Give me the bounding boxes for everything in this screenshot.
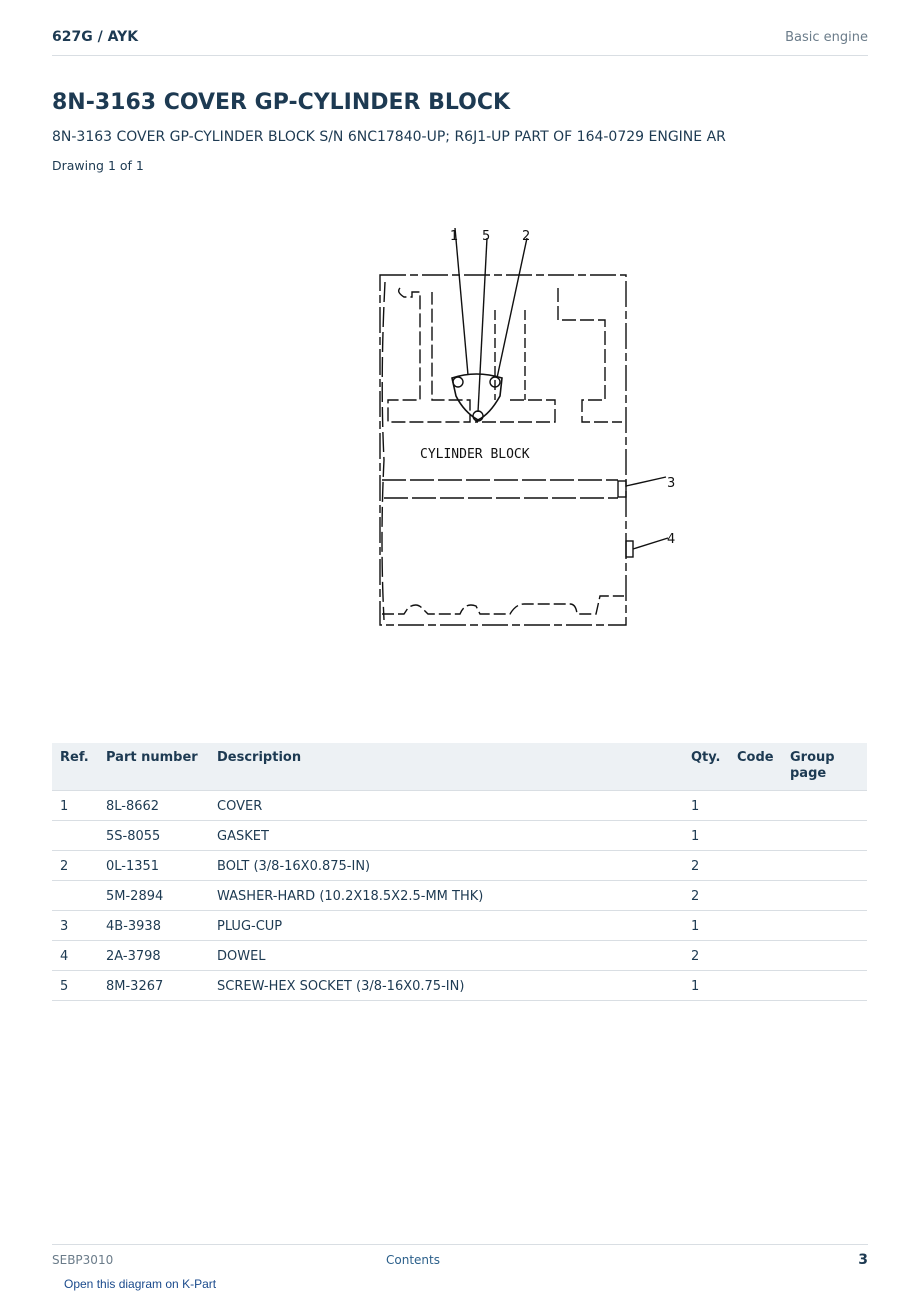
description-cell: SCREW-HEX SOCKET (3/8-16X0.75-IN): [209, 971, 683, 1001]
table-row: [52, 911, 867, 941]
table-header-row: [52, 743, 867, 791]
table-row: [52, 941, 867, 971]
ref-cell: 3: [52, 911, 98, 941]
group-page-cell: [782, 941, 867, 971]
dowel: [626, 541, 633, 557]
ref-cell: [52, 821, 98, 851]
description-cell: COVER: [209, 791, 683, 821]
parts-table: [52, 743, 867, 1001]
column-header-qty: [683, 743, 729, 791]
callout-1: 1: [450, 229, 459, 244]
document-id: SEBP3010: [52, 1253, 114, 1267]
ref-cell: 1: [52, 791, 98, 821]
callout-4: 4: [667, 532, 676, 547]
code-cell: [729, 851, 782, 881]
column-header-code: Code: [729, 743, 782, 791]
part-number-cell: 5M-2894: [98, 881, 209, 911]
kpart-diagram-link[interactable]: Open this diagram on K-Part: [64, 1277, 217, 1291]
page-title: 8N-3163 COVER GP-CYLINDER BLOCK: [52, 90, 511, 115]
qty-cell: 1: [683, 791, 729, 821]
qty-cell: 1: [683, 971, 729, 1001]
column-header-group-page: [782, 743, 867, 791]
table-row: [52, 821, 867, 851]
code-cell: [729, 911, 782, 941]
bolt-hole-left: [453, 377, 463, 387]
description-cell: PLUG-CUP: [209, 911, 683, 941]
group-page-header-text: Group page: [790, 750, 835, 781]
group-page-cell: [782, 971, 867, 1001]
column-header-ref: Ref.: [52, 743, 98, 791]
code-cell: [729, 971, 782, 1001]
part-number-cell: 0L-1351: [98, 851, 209, 881]
qty-cell: 2: [683, 881, 729, 911]
column-header-part-number: Part number: [98, 743, 209, 791]
part-number-cell: 4B-3938: [98, 911, 209, 941]
section-label: Basic engine: [785, 30, 868, 45]
table-row: [52, 791, 867, 821]
table-row: [52, 881, 867, 911]
qty-cell: 1: [683, 911, 729, 941]
group-page-cell: [782, 881, 867, 911]
parts-diagram: [300, 200, 676, 700]
callout-5: 5: [482, 229, 491, 244]
group-page-cell: [782, 821, 867, 851]
page-subtitle: 8N-3163 COVER GP-CYLINDER BLOCK S/N 6NC17840-UP; R6J1-UP PART OF 164-0729 ENGINE AR: [52, 129, 726, 145]
part-number-cell: 8L-8662: [98, 791, 209, 821]
qty-cell: 1: [683, 821, 729, 851]
part-number-cell: 5S-8055: [98, 821, 209, 851]
part-number-cell: 2A-3798: [98, 941, 209, 971]
description-cell: BOLT (3/8-16X0.875-IN): [209, 851, 683, 881]
drawing-count: Drawing 1 of 1: [52, 158, 144, 173]
table-row: [52, 851, 867, 881]
footer-divider: [52, 1244, 868, 1245]
callout-3: 3: [667, 476, 676, 491]
column-header-description: Description: [209, 743, 683, 791]
group-page-cell: [782, 791, 867, 821]
qty-cell: 2: [683, 851, 729, 881]
code-cell: [729, 881, 782, 911]
ref-cell: 4: [52, 941, 98, 971]
page-header: [52, 28, 868, 56]
contents-link[interactable]: Contents: [386, 1253, 440, 1267]
group-page-cell: [782, 851, 867, 881]
plug-cup: [618, 481, 626, 497]
group-page-cell: [782, 911, 867, 941]
code-cell: [729, 821, 782, 851]
page-number: 3: [858, 1252, 868, 1268]
callout-2: 2: [522, 229, 531, 244]
diagram-label: CYLINDER BLOCK: [420, 447, 530, 462]
table-row: [52, 971, 867, 1001]
code-cell: [729, 941, 782, 971]
qty-cell: 2: [683, 941, 729, 971]
part-number-cell: 8M-3267: [98, 971, 209, 1001]
ref-cell: [52, 881, 98, 911]
code-cell: [729, 791, 782, 821]
description-cell: GASKET: [209, 821, 683, 851]
description-cell: WASHER-HARD (10.2X18.5X2.5-MM THK): [209, 881, 683, 911]
ref-cell: 5: [52, 971, 98, 1001]
model-label: 627G / AYK: [52, 29, 139, 45]
description-cell: DOWEL: [209, 941, 683, 971]
ref-cell: 2: [52, 851, 98, 881]
qty-header-text: Qty.: [691, 750, 721, 765]
